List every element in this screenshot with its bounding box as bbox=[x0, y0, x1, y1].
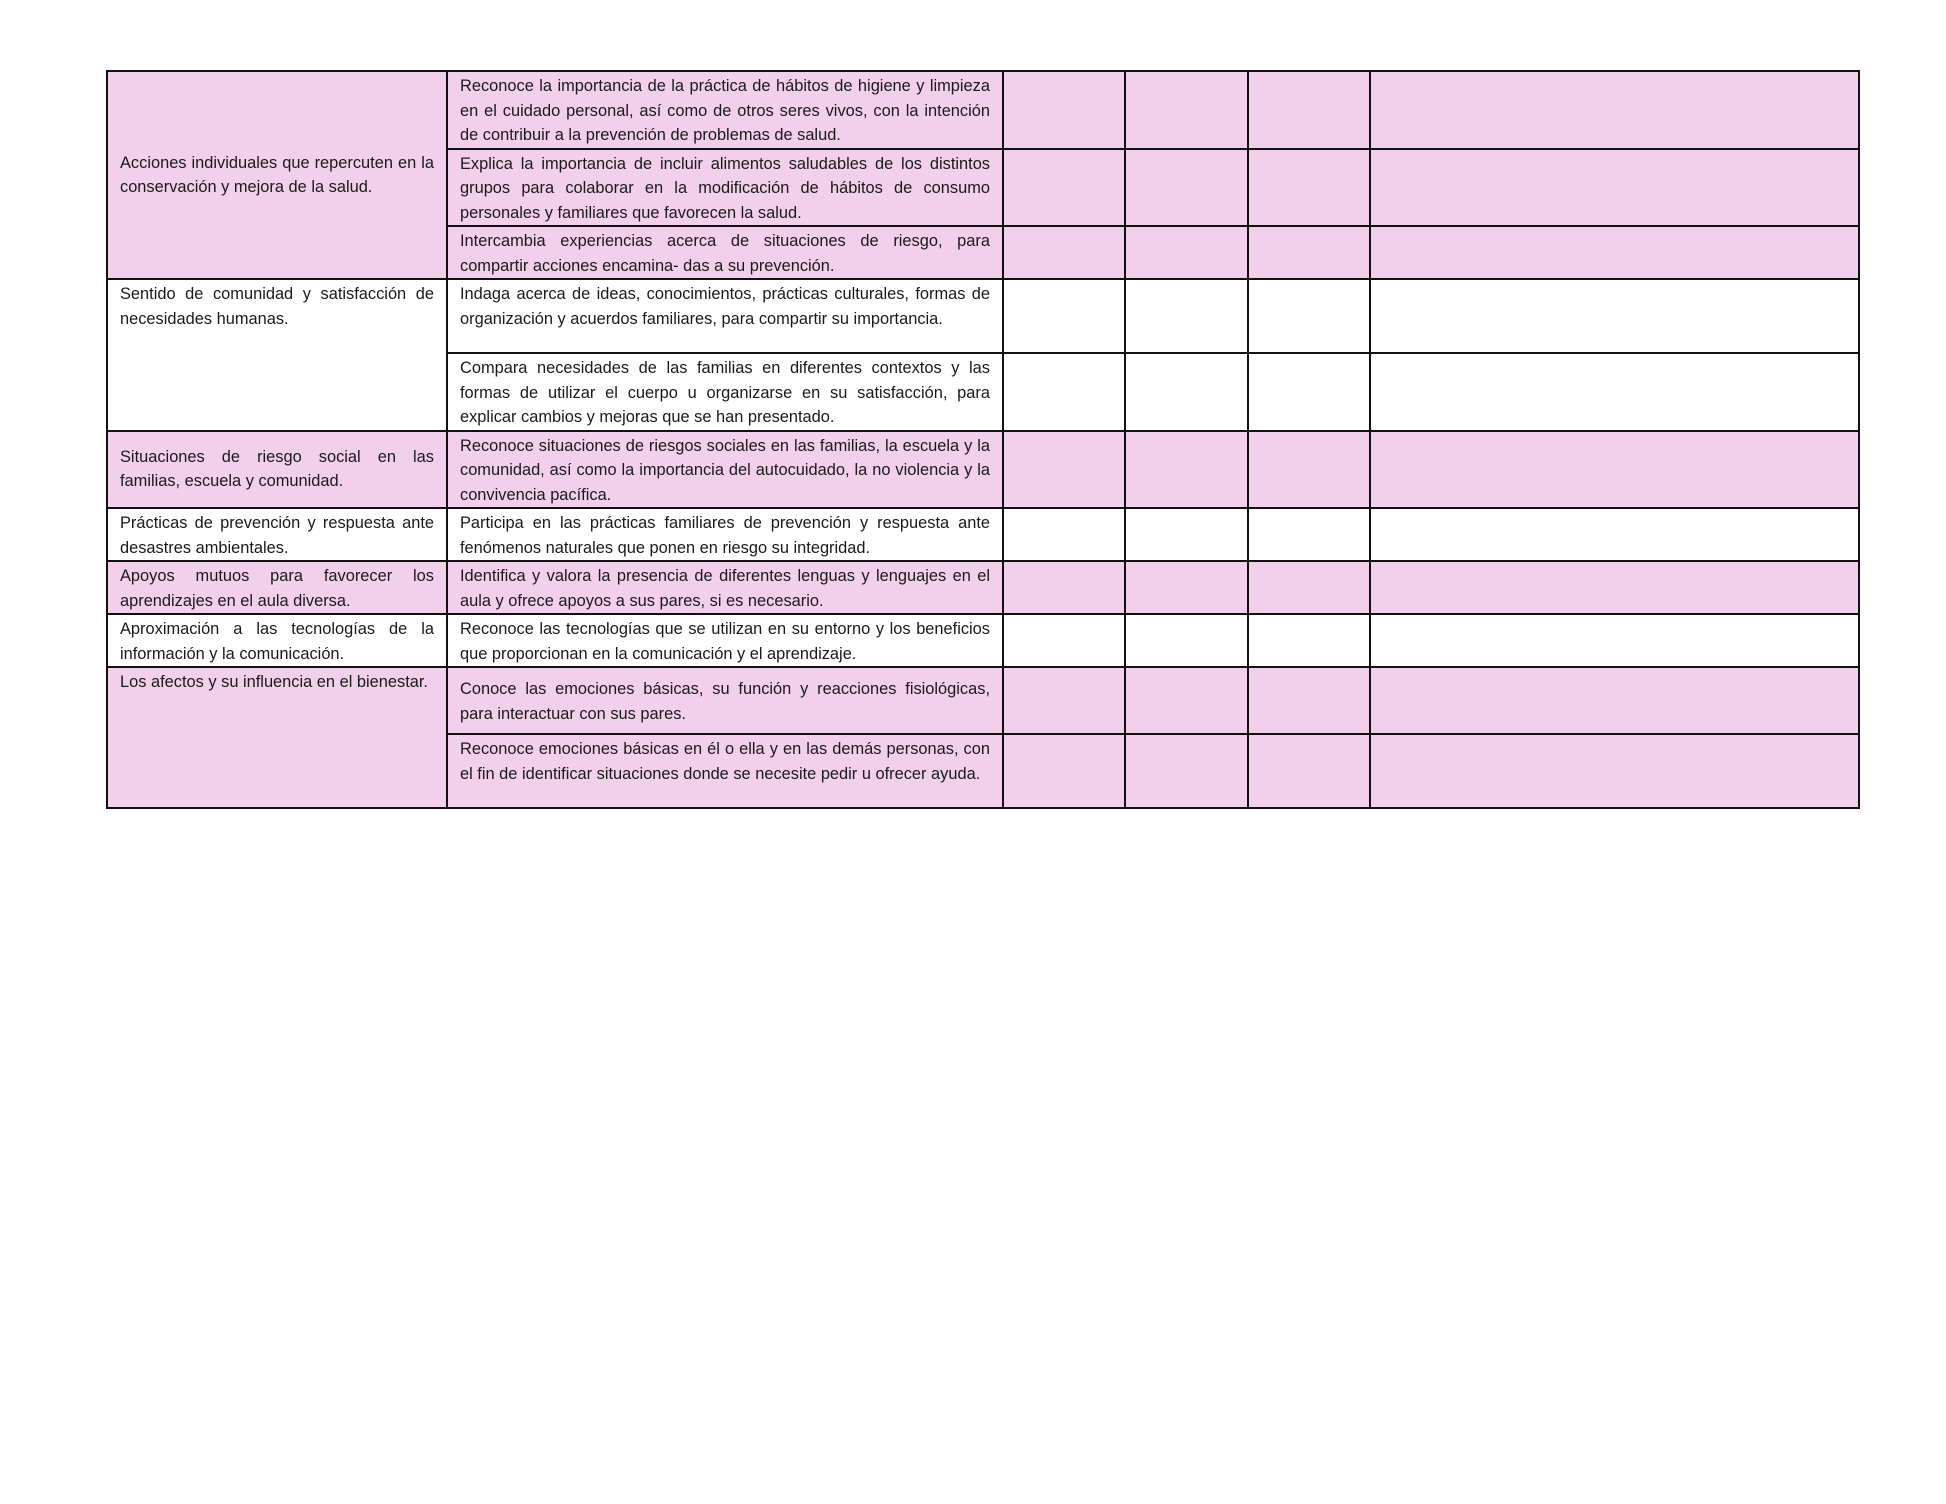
eval-cell bbox=[1003, 353, 1125, 431]
pda-cell: Conoce las emociones básicas, su función y reacciones fisiológicas, para interactuar con sus pares. bbox=[447, 667, 1003, 734]
tema-cell: Sentido de comunidad y satisfacción de necesidades humanas. bbox=[107, 279, 447, 431]
tema-cell: Apoyos mutuos para favorecer los aprendizajes en el aula diversa. bbox=[107, 561, 447, 614]
observations-cell bbox=[1370, 353, 1859, 431]
observations-cell bbox=[1370, 734, 1859, 808]
tema-cell: Acciones individuales que repercuten en la conservación y mejora de la salud. bbox=[107, 71, 447, 279]
observations-cell bbox=[1370, 71, 1859, 149]
tema-cell: Aproximación a las tecnologías de la información y la comunicación. bbox=[107, 614, 447, 667]
eval-cell bbox=[1125, 614, 1248, 667]
pda-cell: Reconoce las tecnologías que se utilizan en su entorno y los beneficios que proporcionan en la comunicación y el aprendizaje. bbox=[447, 614, 1003, 667]
table-row bbox=[107, 279, 1859, 353]
observations-cell bbox=[1370, 614, 1859, 667]
eval-cell bbox=[1003, 226, 1125, 279]
eval-cell bbox=[1248, 734, 1370, 808]
pda-cell: Identifica y valora la presencia de diferentes lenguas y lenguajes en el aula y ofrece apoyos a sus pares, si es necesario. bbox=[447, 561, 1003, 614]
observations-cell bbox=[1370, 226, 1859, 279]
eval-cell bbox=[1248, 149, 1370, 227]
eval-cell bbox=[1248, 614, 1370, 667]
eval-cell bbox=[1248, 561, 1370, 614]
eval-cell bbox=[1248, 667, 1370, 734]
pda-cell: Explica la importancia de incluir alimentos saludables de los distintos grupos para colaborar en la modificación de hábitos de consumo personales y familiares que favorecen la salud. bbox=[447, 149, 1003, 227]
pda-cell: Indaga acerca de ideas, conocimientos, prácticas culturales, formas de organización y acuerdos familiares, para compartir su importancia. bbox=[447, 279, 1003, 353]
eval-cell bbox=[1003, 431, 1125, 509]
eval-cell bbox=[1003, 561, 1125, 614]
table-row bbox=[107, 71, 1859, 149]
eval-cell bbox=[1003, 279, 1125, 353]
tema-cell: Prácticas de prevención y respuesta ante desastres ambientales. bbox=[107, 508, 447, 561]
pda-cell: Participa en las prácticas familiares de prevención y respuesta ante fenómenos naturales que ponen en riesgo su integridad. bbox=[447, 508, 1003, 561]
observations-cell bbox=[1370, 508, 1859, 561]
table-row bbox=[107, 508, 1859, 561]
eval-cell bbox=[1248, 431, 1370, 509]
observations-cell bbox=[1370, 667, 1859, 734]
tema-cell: Los afectos y su influencia en el bienestar. bbox=[107, 667, 447, 808]
tema-cell: Situaciones de riesgo social en las familias, escuela y comunidad. bbox=[107, 431, 447, 509]
eval-cell bbox=[1003, 149, 1125, 227]
eval-cell bbox=[1003, 667, 1125, 734]
eval-cell bbox=[1125, 561, 1248, 614]
table-row bbox=[107, 614, 1859, 667]
table-row bbox=[107, 431, 1859, 509]
eval-cell bbox=[1003, 614, 1125, 667]
eval-cell bbox=[1248, 353, 1370, 431]
eval-cell bbox=[1248, 508, 1370, 561]
eval-cell bbox=[1003, 71, 1125, 149]
eval-cell bbox=[1248, 279, 1370, 353]
eval-cell bbox=[1125, 508, 1248, 561]
observations-cell bbox=[1370, 431, 1859, 509]
eval-cell bbox=[1125, 353, 1248, 431]
eval-cell bbox=[1125, 149, 1248, 227]
content-table bbox=[106, 70, 1860, 809]
eval-cell bbox=[1125, 279, 1248, 353]
pda-cell: Intercambia experiencias acerca de situaciones de riesgo, para compartir acciones encamina- das a su prevención. bbox=[447, 226, 1003, 279]
eval-cell bbox=[1125, 71, 1248, 149]
observations-cell bbox=[1370, 149, 1859, 227]
pda-cell: Reconoce situaciones de riesgos sociales en las familias, la escuela y la comunidad, así como la importancia del autocuidado, la no violencia y la convivencia pacífica. bbox=[447, 431, 1003, 509]
eval-cell bbox=[1248, 226, 1370, 279]
observations-cell bbox=[1370, 279, 1859, 353]
eval-cell bbox=[1248, 71, 1370, 149]
pda-cell: Reconoce emociones básicas en él o ella y en las demás personas, con el fin de identificar situaciones donde se necesite pedir u ofrecer ayuda. bbox=[447, 734, 1003, 808]
eval-cell bbox=[1125, 431, 1248, 509]
pda-cell: Compara necesidades de las familias en diferentes contextos y las formas de utilizar el cuerpo u organizarse en su satisfacción, para explicar cambios y mejoras que se han presentado. bbox=[447, 353, 1003, 431]
table-row bbox=[107, 667, 1859, 734]
table-row bbox=[107, 561, 1859, 614]
eval-cell bbox=[1125, 734, 1248, 808]
eval-cell bbox=[1003, 734, 1125, 808]
eval-cell bbox=[1125, 226, 1248, 279]
eval-cell bbox=[1003, 508, 1125, 561]
eval-cell bbox=[1125, 667, 1248, 734]
pda-cell: Reconoce la importancia de la práctica de hábitos de higiene y limpieza en el cuidado personal, así como de otros seres vivos, con la intención de contribuir a la prevención de problemas de salud. bbox=[447, 71, 1003, 149]
observations-cell bbox=[1370, 561, 1859, 614]
